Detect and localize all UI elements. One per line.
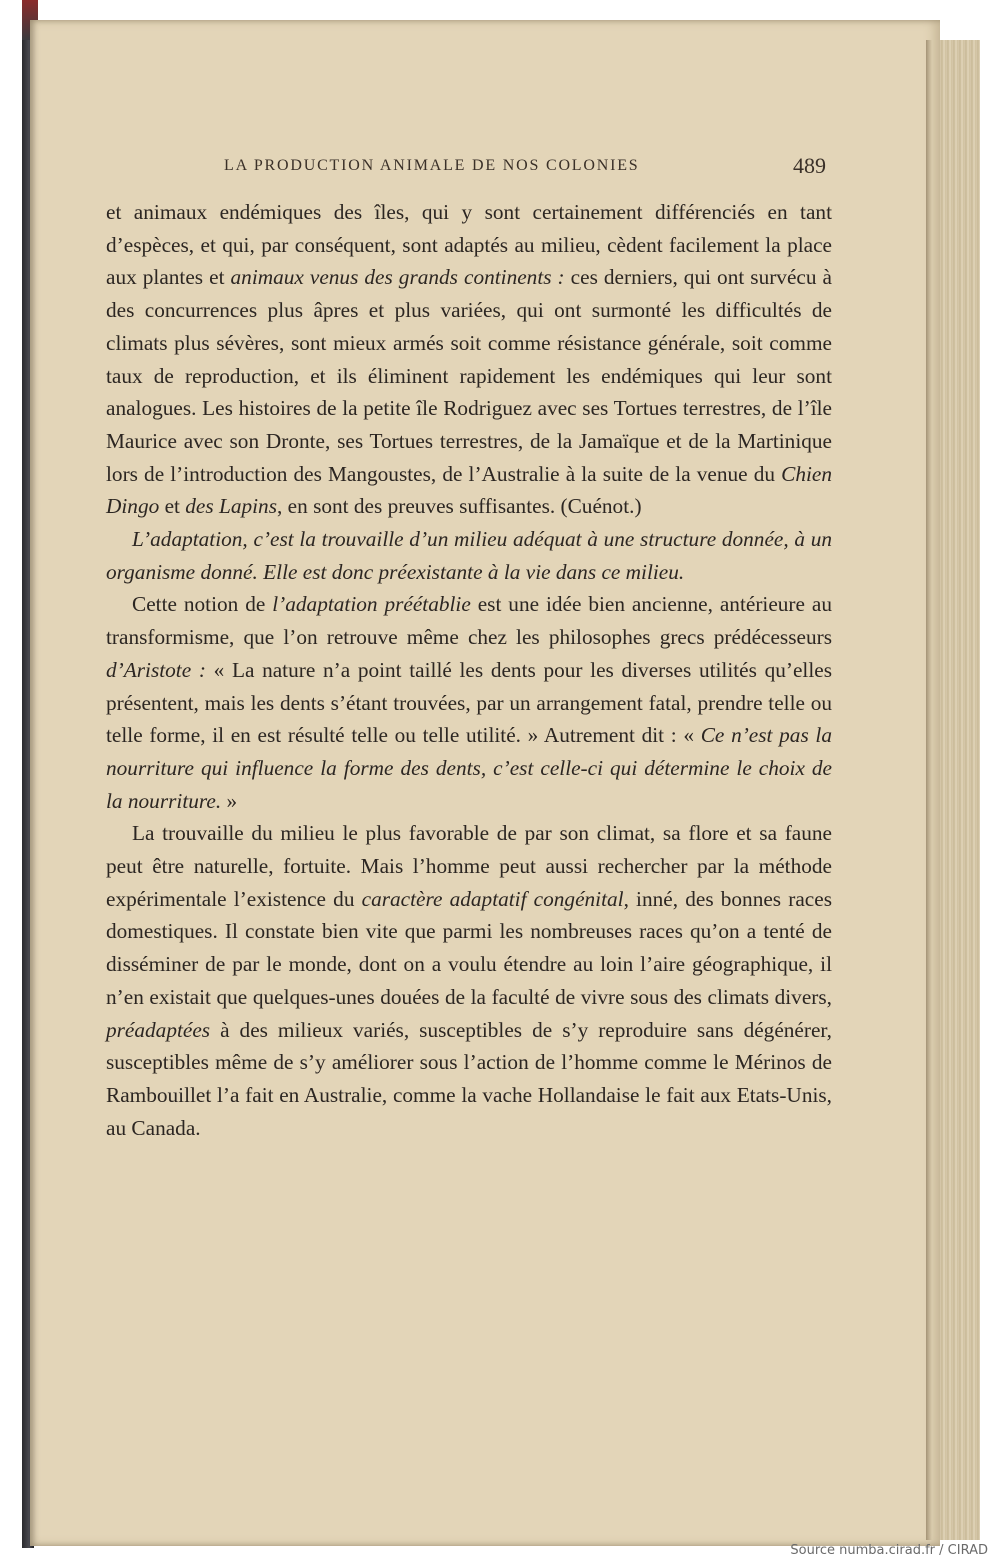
paragraph-4-italic: préadaptées <box>106 1017 211 1042</box>
running-title: LA PRODUCTION ANIMALE DE NOS COLONIES <box>224 157 640 174</box>
paragraph-1-text: et animaux endémiques des îles, qui y sont certainement différenciés en tant d’espèces, et qui, par conséquent, sont adaptés au milieu, cèdent facilement la place aux plantes et <box>106 200 832 290</box>
paragraph-3-italic: d’Aristote : <box>106 657 206 682</box>
paragraph-3-text: » <box>221 788 238 813</box>
paragraph-1-text: ces derniers, qui ont survécu à des concurrences plus âpres et plus variées, qui ont surmonté les difficultés de climats plus sévères, sont mieux armés soit comme résistance générale, soit comme taux de reproduction, et ils éliminent rapidement les endémiques qui leur sont analogues. Les histoires de la petite île Rodriguez avec ses Tortues terrestres, de l’île Maurice avec son Dronte, ses Tortues terrestres, de la Jamaïque et de la Martinique lors de l’introduction des Mangoustes, de l’Australie à la suite de la venue du <box>106 265 832 486</box>
paragraph-1 <box>106 196 832 523</box>
page-number: 489 <box>793 153 826 178</box>
paragraph-4 <box>106 817 832 1144</box>
paragraph-3-italic: l’adaptation préétablie <box>272 592 471 617</box>
paragraph-4-text: à des milieux variés, susceptibles de s’y reproduire sans dégénérer, susceptibles même de s’y améliorer sous l’action de l’homme comme le Mérinos de Rambouillet l’a fait en Australie, comme la vache Hollandaise le fait aux Etats-Unis, au Canada. <box>106 1017 832 1140</box>
paragraph-1-text: et <box>159 494 186 519</box>
page-header <box>224 153 828 183</box>
paragraph-1-italic: Chien Dingo <box>106 461 832 519</box>
paragraph-3-text: Cette notion de <box>132 592 273 617</box>
paragraph-2: L’adaptation, c’est la trouvaille d’un milieu adéquat à une structure donnée, à un organisme donné. Elle est donc préexistante à la vie dans ce milieu. <box>106 527 832 584</box>
paragraph-4-text: , inné, des bonnes races domestiques. Il constate bien vite que parmi les nombreuses races qu’on a tenté de disséminer de par le monde, dont on a voulu étendre au loin l’aire géographique, il n’en existait que quelques-unes douées de la faculté de vivre sous des climats divers, <box>106 886 832 1009</box>
paragraph-4-text: La trouvaille du milieu le plus favorable de par son climat, sa flore et sa faune peut être naturelle, fortuite. Mais l’homme peut aussi rechercher par la méthode expérimentale l’existence du <box>106 821 832 911</box>
paragraph-4-italic: caractère adaptatif congénital <box>361 886 624 911</box>
paragraph-3 <box>106 588 832 817</box>
paragraph-1-italic: animaux venus des grands continents : <box>230 265 565 290</box>
source-credit: Source numba.cirad.fr / CIRAD <box>790 1543 988 1558</box>
paragraph-3-italic: Ce n’est pas la nourriture qui influence la forme des dents, c’est celle-ci qui détermine le choix de la nourriture. <box>106 723 832 813</box>
paragraph-3-text: est une idée bien ancienne, antérieure au transformisme, que l’on retrouve même chez les philosophes grecs prédécesseurs <box>106 592 832 650</box>
page-gutter-shadow <box>926 40 932 1540</box>
paragraph-1-italic: des Lapins <box>185 494 277 519</box>
body-text <box>106 196 832 1144</box>
paragraph-3-text: « La nature n’a point taillé les dents pour les diverses utilités qu’elles présentent, mais les dents s’étant trouvées, par un arrangement fatal, prendre telle ou telle forme, il en est résulté telle ou telle utilité. » Autrement dit : « <box>106 657 833 748</box>
paragraph-1-text: , en sont des preuves suffisantes. (Cuénot.) <box>277 494 642 519</box>
